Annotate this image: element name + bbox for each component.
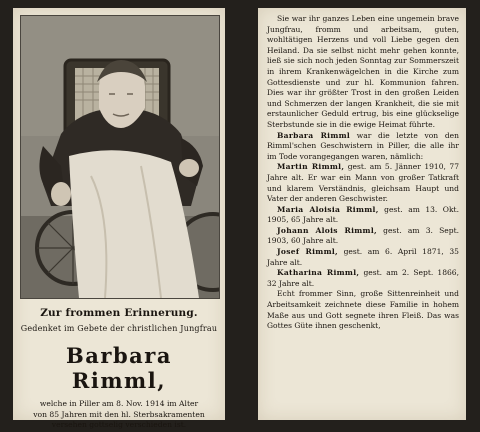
sibling-name: Martin Rimml, [277, 162, 345, 172]
elderly-woman-in-wheelchair-image [21, 16, 219, 298]
sibling-entry [267, 268, 459, 289]
front-text [17, 301, 221, 431]
sibling-name: Katharina Rimml, [277, 268, 360, 278]
sibling-entry [267, 226, 459, 247]
back-text [267, 14, 459, 332]
death-notice-line-1: welche in Piller am 8. Nov. 1914 im Alter [39, 399, 199, 408]
sibling-details: gest. am 5. Jänner 1910, 77 Jahre alt. Er war ein Mann von großer Tatkraft und klarem Verständnis, gleichsam Haupt und Vater der anderen Geschwister. [267, 162, 459, 204]
sibling-entry [267, 205, 459, 226]
siblings-intro-name: Barbara Rimml [277, 130, 351, 140]
sibling-details: gest. am 13. Okt. 1905, 65 Jahre alt. [267, 204, 459, 225]
sibling-name: Johann Alois Rimml, [277, 225, 377, 235]
sibling-name: Josef Rimml, [277, 247, 338, 257]
death-notice-line-3: versehen gottselig verschieden ist. [51, 420, 187, 430]
death-notice [17, 399, 221, 431]
card-subheading: Gedenket im Gebete der christlichen Jungfrau [20, 324, 218, 333]
memorial-card-front [13, 8, 225, 430]
sibling-details: gest. am 2. Sept. 1866, 32 Jahre alt. [267, 268, 459, 288]
portrait-photo [20, 15, 220, 299]
sibling-entry [267, 162, 459, 204]
death-notice-line-2: von 85 Jahren mit den hl. Sterbsakramenten [33, 409, 205, 419]
biography-paragraph: Sie war ihr ganzes Leben eine ungemein brave Jungfrau, fromm und arbeitsam, guten, wohltätigen Herzens und voll Liebe gegen den Heiland. Da sie selbst nicht mehr gehen konnte, ließ sie sich noch jeden Sonntag zur Sommerszeit in ihrem Krankenwägelchen in die Kirche zum Gottesdienste und zur hl. Kommunion fahren. Dies war ihr größter Trost in den großen Leiden und Schmerzen der langen Krankheit, die sie mit erstaunlicher Geduld ertrug, bis eine glückselige Sterbstunde sie in die ewige Heimat führte. [267, 14, 459, 129]
card-heading: Zur frommen Erinnerung. [40, 307, 198, 319]
deceased-name: Barbara Rimml, [66, 343, 172, 393]
siblings-intro-text: war die letzte von den Rimml'schen Geschwistern in Piller, die alle ihr im Tode vorangegangen waren, nämlich: [267, 130, 459, 161]
siblings-intro [267, 131, 459, 163]
sibling-entry [267, 247, 459, 268]
sibling-name: Maria Aloisia Rimml, [277, 204, 379, 214]
sibling-details: gest. am 3. Sept. 1903, 60 Jahre alt. [267, 225, 459, 246]
sibling-details: gest. am 6. April 1871, 35 Jahre alt. [267, 247, 459, 267]
memorial-card-back [258, 8, 466, 420]
closing-paragraph: Echt frommer Sinn, große Sittenreinheit und Arbeitsamkeit zeichnete diese Familie in hohem Maße aus und Gott segnete ihren Fleiß. Das was Gottes Güte ihnen geschenkt, [267, 289, 459, 331]
